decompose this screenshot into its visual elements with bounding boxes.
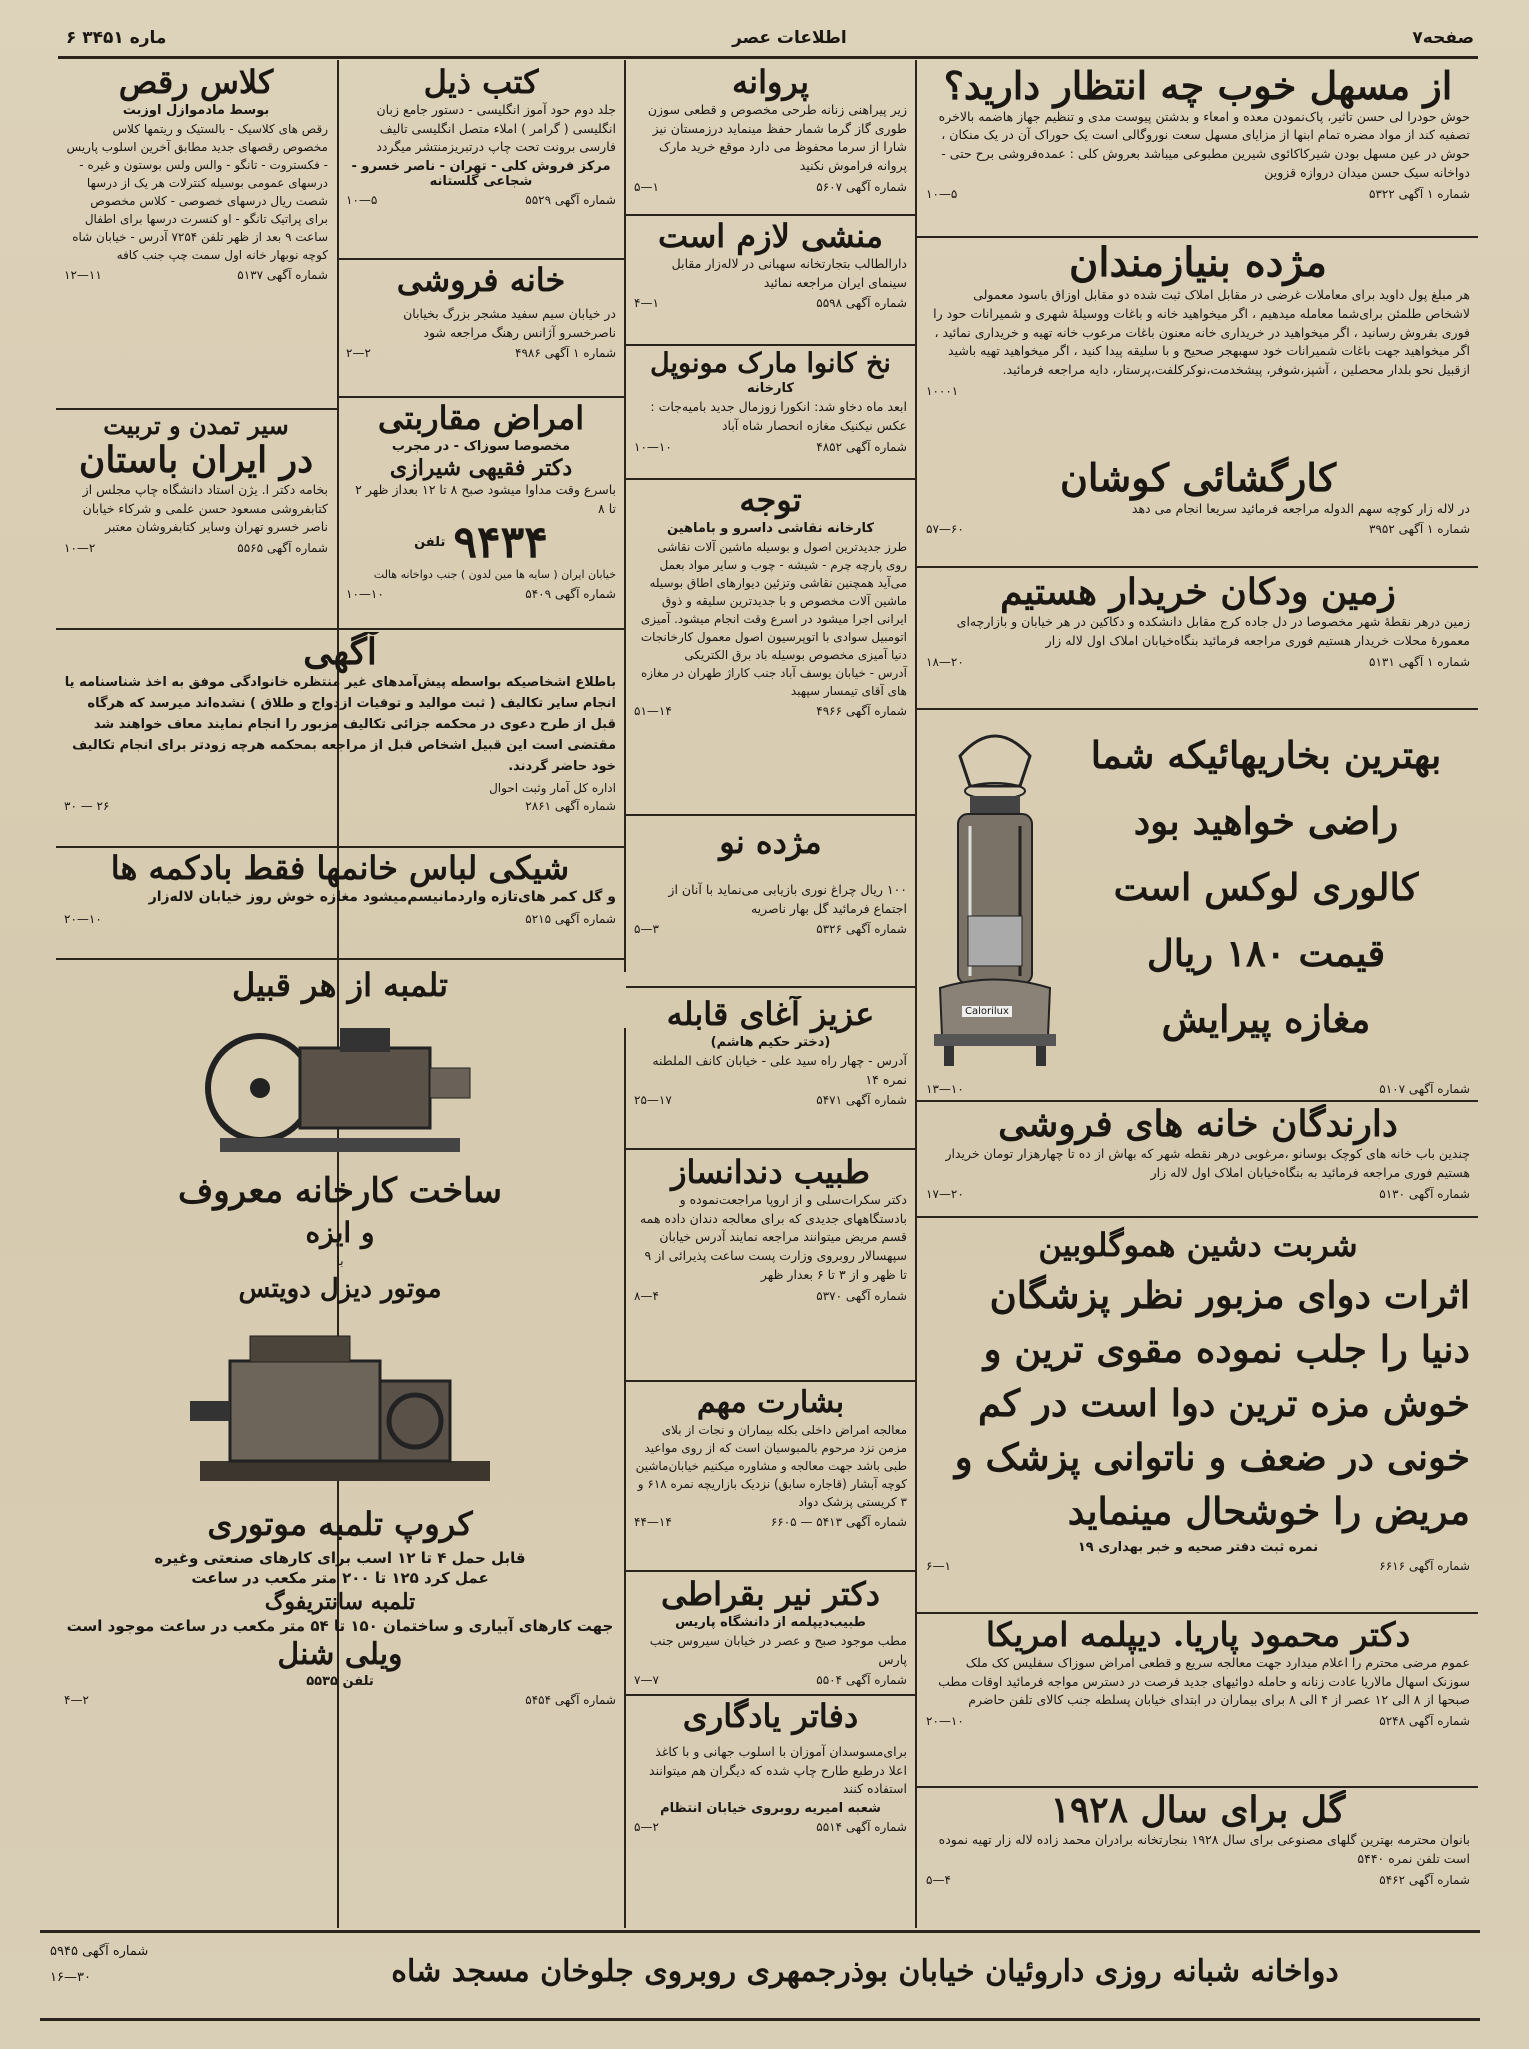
ad-body: رقص های کلاسیک - بالستیک و ریتمها کلاس مخصوص رقصهای جدید مطابق آخرین اسلوب پاریس - فکستروت - تانگو - والس ولس بوستون و غیره - درسهای عمومی بوسیله کنترلات هر یک از درسها شصت ریال درسهای خصوصی - کلاس مخصوص برای پراتیک تانگو - او کنسرت درسها برای اطفال ساعت ۹ بعد از ظهر تلفن ۷۲۵۴ آدرس - خیابان شاه کوچه نوبهار خانه اول سمت چپ جنب کافه (66, 121, 328, 262)
ad-mosahel (920, 64, 1476, 234)
ad-body: آدرس - چهار راه سید علی - خیابان کانف الملطنه نمره ۱۴ (652, 1052, 907, 1087)
ad-line: ساخت کارخانه معروف (178, 1171, 502, 1211)
ad-body: دکتر سکرات‌سلی و از اروپا مراجعت‌نموده و بادستگاههای جدیدی که برای معالجه دندان داده همه قسم مریض میتوانند مراجعه نمایند آدرس خیابان سپهسالار روبروی وزارت پست ساعت پذیرائی از ۹ تا ظهر و از ۳ تا ۶ بعدار ظهر (639, 1191, 907, 1282)
ad-title: نخ کانوا مارک مونوپل (650, 348, 891, 379)
ad-phone: تلفن ۵۵۳۵ (306, 1673, 374, 1689)
ad-title: عزیز آغای قابله (666, 996, 875, 1033)
ad-body: دارالطالب بتجارتخانه سهبانی در لاله‌زار مقابل سینمای ایران مراجعه نمائید (671, 255, 907, 290)
ad-hemoglobin (920, 1222, 1476, 1610)
ad-code: ۱۴—۴۴ (634, 1514, 672, 1529)
ad-line: کالوری لوکس است (1113, 865, 1419, 909)
ad-number: شماره آگهی ۵۴۱۳ — ۶۶۰۵ (770, 1514, 907, 1529)
ad-dandan (628, 1154, 913, 1374)
ad-code: ۲—۲ (346, 346, 371, 361)
ad-title: آگهی (303, 632, 377, 673)
ad-pretitle: سیر تمدن و تربیت (103, 412, 289, 440)
ad-title: پروانه (732, 64, 809, 101)
ad-shiki (58, 850, 622, 954)
ad-body: ۱۰۰ ریال چراغ نوری بازیابی می‌نماید با آنان از اجتماع فرمائید گل بهار ناصریه (668, 881, 907, 916)
ad-kargosha (920, 456, 1476, 556)
ad-number: شماره آگهی ۵۴۶۲ (1379, 1872, 1470, 1887)
ad-line: خونی در ضعف و ناتوانی پزشک و (954, 1435, 1470, 1479)
ad-code: ۵—۱۰ (926, 186, 958, 201)
ad-title: کتب ذیل (423, 64, 539, 101)
ad-body: ابعد ماه دخاو شد: انکورا زوزمال جدید بامیه‌جات : عکس نیکنیک مغازه انحصار شاه آباد (650, 399, 907, 433)
ad-subtitle: (دختر حکیم هاشم) (710, 1034, 831, 1050)
ad-number: شماره آگهی ۵۲۱۵ (525, 911, 616, 926)
ad-line: دنیا را جلب نموده مقوی ترین و (983, 1327, 1470, 1371)
ad-code: ۱—۵ (634, 179, 659, 194)
ad-body: حوش حودرا لی حسن تاثیر، پاک‌نمودن معده و امعاء و بدشتن پیوست مدی و تنظیم جهاز هاضمه بالاخره تصفیه کند از مواد مضره تمام ابنها از مزایای مسهل سعت نوروگالی است یک حوراک آن در یک منکان ، حوش در عین مسهل بودن شیرکاکائوی شیرین مطبوعی میباشد بعروش کلی : عمده‌فروشی برح حتی - دواخانه سیک حسن میدان دروازه قزوین (938, 108, 1470, 180)
ad-title: مژده نو (719, 823, 822, 861)
ad-body: و گل کمر های‌تازه واردمانیسم‌میشود مغازه خوش روز خیابان لاله‌زار (148, 888, 616, 905)
ad-bokhari (920, 714, 1476, 1098)
ad-title: دکتر محمود پاریا. دیپلمه امریکا (985, 1616, 1411, 1654)
ad-agahi (58, 632, 622, 842)
ad-number: شماره آگهی ۵۴۵۴ (525, 1692, 616, 1707)
phone-label: تلفن (414, 535, 446, 551)
ad-line: قابل حمل ۴ تا ۱۲ اسب برای کارهای صنعتی وغیره (154, 1548, 526, 1567)
ad-code: ۲۰—۱۷ (926, 1186, 964, 1201)
ad-code: ۲—۱۰ (64, 541, 96, 556)
ad-body: طرز جدیدترین اصول و بوسیله ماشین آلات نقاشی روی پارچه چرم - شیشه - چوب و سایر مواد بعمل می‌آید همچنین نقاشی وتزئین دیوارهای اطاق بوسیله ماشین آلات مخصوص و با جدیدترین سلیقه و ذوق ایرانی اجرا میشود در اسرع وقت انجام میشود. آمیزی اتومبیل سوادی با اتوپرسیون اصول معمول کارخانجات دنیا آمیزی مخصوص بوسیله باد برق الکتریکی (640, 539, 907, 662)
ad-body: در لاله زار کوچه سهم الدوله مراجعه فرمائید سریعا انجام می دهد (1131, 500, 1470, 516)
ad-dafater (628, 1698, 913, 1926)
ad-subtitle: طبیب‌دیپلمه از دانشگاه پاریس (675, 1614, 866, 1630)
ad-code: ۳—۵ (634, 922, 659, 937)
ad-mojdehno (628, 818, 913, 984)
ad-number: شماره آگهی ۵۱۳۰ (1379, 1186, 1470, 1201)
footer-ad (40, 1936, 1480, 2016)
ad-line: شربت دشین هموگلوبین (1038, 1226, 1358, 1264)
ad-line: موتور دیزل دویتس (238, 1273, 442, 1304)
ad-title: طبیب دندانساز (671, 1154, 870, 1191)
ad-subtitle: مخصوصا سوزاک - در مجرب (391, 438, 571, 454)
ad-code: ۲۶ — ۳۰ (64, 799, 110, 814)
ad-title: منشی لازم است (658, 218, 883, 255)
ad-title: توجه (739, 482, 802, 519)
ad-body: بانوان محترمه بهترین گلهای مصنوعی برای سال ۱۹۲۸ بنجارتخانه برادران محمد زاده لاله زار تهیه نموده است تلفن نمره ۵۴۴۰ (938, 1832, 1470, 1867)
ad-code: ۱—۶ (926, 1559, 951, 1573)
ad-title: امراض مقاربتی (377, 400, 585, 437)
ad-title: تلمبه از هر قبیل (232, 966, 448, 1004)
ad-mojdeh (920, 240, 1476, 454)
ad-line: بهترین بخاریهائیکه شما (1090, 733, 1442, 777)
ad-body: برای‌مسوسدان آموزان با اسلوب جهانی و با کاغذ اعلا درطبع طارح چاپ شده که دیگران هم میتوانند استفاده کنند (649, 1743, 907, 1797)
ad-code: ۱۰—۱۳ (926, 1082, 964, 1096)
heater-illustration (920, 716, 1070, 1088)
ad-body: در خیابان سیم سفید مشجر بزرگ بخیابان ناصرخسرو آژانس رهنگ مراجعه شود (403, 305, 616, 340)
ad-number: شماره آگهی ۵۲۴۸ (1379, 1714, 1470, 1729)
ad-body: باطلاع اشخاصیکه بواسطه پیش‌آمدهای غیر منتظره خانوادگی موفق به اخذ شناسنامه یا انجام سایر تکالیف ( ثبت موالید و توفیات ازدواج و طلاق ) نشده‌اند میرسد که هرگاه قبل از طرح دعوی در محکمه جزائی تکالیف مزبور را انجام نمایند معاف خواهند شد مقتضی است این قبیل اشخاص قبل از مراجعه بمحکمه هرچه زودتر برای انجام تکالیف خود حاضر گردند. (64, 675, 616, 774)
ad-code: ۴—۸ (634, 1288, 659, 1303)
ad-code: ۱۰۰۰۱ (926, 383, 959, 398)
ad-number: شماره آگهی ۵۵۰۴ (816, 1673, 907, 1688)
ad-number: شماره آگهی ۵۵۱۴ (816, 1820, 907, 1835)
ad-code: ۱—۴ (634, 296, 659, 311)
ad-line: راضی خواهید بود (1133, 799, 1399, 843)
ad-line: و ایزه (305, 1216, 375, 1249)
ad-code: ۷—۷ (634, 1673, 659, 1688)
ad-code: ۴—۵ (926, 1872, 951, 1887)
ad-monshi (628, 218, 913, 342)
ad-raqs (58, 64, 334, 404)
ad-line: تلمبه سانتریفوگ (264, 1588, 416, 1615)
ad-subtitle: کارخانه (747, 381, 794, 397)
heater-brand: Calorilux (962, 1006, 1012, 1017)
ad-qabeleh (628, 996, 913, 1146)
ad-code: ۵—۱۰ (346, 193, 378, 208)
ad-pariya (920, 1616, 1476, 1784)
ad-title: دفاتر یادگاری (682, 1698, 859, 1735)
ad-line: جهت کارهای آبیاری و ساختمان ۱۵۰ تا ۵۴ متر مکعب در ساعت موجود است (66, 1616, 614, 1635)
ad-line: اثرات دوای مزبور نظر پزشگان (989, 1273, 1470, 1317)
ad-code: ۱۰—۱۰ (634, 439, 672, 454)
ad-title: در ایران باستان (78, 438, 314, 481)
ad-code: ۱۷—۲۵ (634, 1093, 672, 1108)
ad-line: خوش مزه ترین دوا است در کم (977, 1381, 1470, 1425)
ad-code: ۲—۵ (634, 1820, 659, 1835)
ad-khaneh (340, 262, 622, 394)
ad-monopol (628, 348, 913, 476)
ad-body: جلد دوم حود آموز انگلیسی - دستور جامع زبان انگلیسی ( گرامر ) املاء متصل انگلیسی تالیف فارسی برونت تحت چاپ درتبریزمنتشر میگردد (376, 101, 616, 155)
pump-illustration-1 (190, 1008, 490, 1168)
page-number: صفحه۷ (1412, 28, 1474, 48)
ad-number: شماره آگهی ۵۱۰۷ (1379, 1082, 1470, 1096)
ad-code: ۳۰—۱۶ (50, 1970, 91, 1985)
ad-title: مژده بنیازمندان (1069, 240, 1327, 286)
ad-title: دکتر نیر بقراطی (660, 1576, 881, 1613)
ad-subtitle: بوسط مادموازل اوزبت (122, 102, 270, 118)
ad-title: گل برای سال ۱۹۲۸ (1050, 1790, 1346, 1831)
ad-iranbastan (58, 412, 334, 624)
ad-title: زمین ودکان خریدار هستیم (1000, 572, 1396, 613)
ad-kotob (340, 64, 622, 254)
ad-address: خیابان ایران ( سایه ها مین لدون ) جنب دواخانه هالت (373, 567, 616, 581)
ad-line: با (336, 1253, 344, 1268)
ad-number: شماره آگهی ۵۵۲۹ (525, 193, 616, 208)
ad-tolombeh (58, 962, 622, 1926)
ad-gol (920, 1790, 1476, 1926)
ad-number: شماره ۱ آگهی ۵۳۲۲ (1369, 186, 1470, 201)
ad-code: ۲۰—۱۸ (926, 654, 964, 669)
ad-number: شماره آگهی ۵۵۹۸ (816, 296, 907, 311)
ad-code: ۱۰—۱۰ (346, 587, 384, 602)
ad-besharat (628, 1386, 913, 1576)
ad-body: چندین باب خانه های کوچک بوسانو ،مرغوبی درهر نقطه شهر که بهاش از ده تا چهارهزار تومان خریدار هستیم فوری مراجعه فرمائید به بنگاه‌خیابان املاک اول لاله زار (945, 1146, 1470, 1181)
ad-title: بشارت مهم (696, 1386, 845, 1420)
ad-doctor-name: دکتر فقیهی شیرازی (389, 454, 573, 481)
ad-company: ویلی شنل (277, 1636, 403, 1672)
ad-number: شماره ۱ آگهی ۴۹۸۶ (515, 346, 616, 361)
pump-illustration-2 (160, 1311, 520, 1501)
ad-address: شعبه امیریه روبروی خیابان انتظام (660, 1801, 881, 1817)
ad-code: ۱۱—۱۲ (64, 267, 102, 282)
ad-number: شماره آگهی ۵۱۳۷ (237, 267, 328, 282)
ad-address: آدرس - خیابان یوسف آباد جنب کاراژ طهران در مغازه های آقای تیمسار سپهبد (640, 665, 907, 698)
ad-body: زمین درهر نقطهٔ شهر مخصوصا در دل جاده کرج مقابل دانشکده و دکاکین در هر خیابان و بازارچه‌ای معمورهٔ محلات خریدار هستیم فوری مراجعه فرمائید بنگاه‌خیابان املاک اول لاله زار (956, 614, 1470, 649)
ad-number: شماره آگهی ۵۳۲۶ (816, 922, 907, 937)
ad-title: دارندگان خانه های فروشی (998, 1104, 1398, 1145)
ad-number: شماره آگهی ۴۹۶۶ (816, 703, 907, 718)
ad-signature: اداره کل آمار وثبت احوال (489, 781, 616, 796)
ad-line: عمل کرد ۱۲۵ تا ۲۰۰ متر مکعب در ساعت (191, 1568, 489, 1587)
ad-title: شیکی لباس خانمها فقط بادکمه ها (110, 850, 570, 887)
ad-registration: نمره ثبت دفتر صحیه و خبر بهداری ۱۹ (1077, 1540, 1319, 1555)
ad-parvaneh (628, 64, 913, 212)
footer-title: دواخانه شبانه روزی داروئیان خیابان بوذرجمهری روبروی جلوخان مسجد شاه (391, 1954, 1339, 1989)
ad-number: شماره ۱ آگهی ۵۱۳۱ (1369, 654, 1470, 669)
ad-number: شماره ۱ آگهی ۳۹۵۲ (1369, 522, 1470, 537)
ad-body: عموم مرضی محترم را اعلام میدارد جهت معالجه سریع و قطعی امراض سوزاک سفلیس کک ملک سوزنک اسهال مالاریا عادت زنانه و حامله دوائیهای جدید فرصت در دسترس مواجه فرمائید اوقات مطب صبحها از ۸ الی ۱۲ عصر از ۴ الی ۸ برای بیماران در ابتدای خیابان پسلطه جنب کالای تلفن حاضرم (938, 1654, 1470, 1708)
ad-zamin (920, 572, 1476, 706)
ad-line: قیمت ۱۸۰ ریال (1146, 931, 1386, 975)
ad-number: شماره آگهی ۵۳۷۰ (816, 1288, 907, 1303)
ad-title: خانه فروشی (396, 262, 566, 299)
page-header (60, 28, 1480, 54)
phone-number: ۹۴۳۴ (453, 516, 548, 568)
issue-number: ۶ ماره ۳۴۵۱ (66, 28, 167, 48)
ad-number: شماره آگهی ۵۴۰۹ (525, 587, 616, 602)
ad-number: شماره آگهی ۵۹۴۵ (50, 1944, 149, 1959)
ad-code: ۱۴—۵۱ (634, 703, 672, 718)
ad-body: معالجه امراض داخلی بکله بیماران و نجات از بلای مزمن نزد مرحوم بالمبوسیان است که از روی مواعید طبی باشد جهت معالجه و مشاوره میکنیم خیابان‌ماشین کوچه آبشار (قاجاره سابق) نزدیک بازاریچه نمره ۶۱۸ و ۳ کریستی پزشک دواد (635, 1422, 907, 1509)
ad-line: مغازه پیرایش (1161, 997, 1371, 1041)
ad-subtitle: کارخانه نقاشی داسرو و باماهین (667, 520, 874, 536)
ad-title: کارگشائی کوشان (1059, 456, 1337, 500)
ad-number: شماره آگهی ۵۶۰۷ (816, 179, 907, 194)
ad-body: هر مبلغ پول داوید برای معاملات غرضی در مقابل املاک ثبت شده دو مقابل اوزاق باسود معمولی لاشخاص طلمئن برای‌شما معامله میدهیم ، اگر میخواهید خانه و باغات ووسیلهٔ شهری و شمیرانات حود را فوری بفروش رسانید ، اگر میخواهید در خریداری خانه معنون باغات مرعوب خانه تهیه و خریداری نمائید ، اگر میخواهید جهت باغات شمیرانات خود سهبهجر صحیح و با سلیقه پیدا کنید ، اگر میخواهید تهیه باشید ازقبیل نحو بلدار محصلین ، آشپز،شوفر، پیشخدمت،نوکرکلفت،پرستار، دایه مراجعه فرمائید. (933, 287, 1470, 377)
ad-number: شماره آگهی ۶۶۱۶ (1379, 1559, 1470, 1573)
newspaper-name: اطلاعات عصر (732, 28, 847, 48)
ad-title: کلاس رقص (118, 64, 274, 101)
ad-code: ۱۰—۲۰ (926, 1714, 964, 1729)
ad-subtitle: کروپ تلمبه موتوری (207, 1504, 473, 1543)
ad-darandegan (920, 1104, 1476, 1214)
ad-body: مطب موجود صبح و عصر در خیابان سیروس جنب پارس (649, 1632, 907, 1667)
ad-number: شماره آگهی ۵۵۶۵ (237, 541, 328, 556)
ad-line: مریض را خوشحال مینماید (1067, 1489, 1470, 1533)
ad-code: ۲—۴ (64, 1692, 89, 1707)
ad-body: باسرع وقت مداوا میشود صبح ۸ تا ۱۲ بعداز ظهر ۲ تا ۸ (355, 482, 616, 516)
ad-amraz (340, 400, 622, 626)
ad-code: ۶۰—۵۷ (926, 522, 964, 537)
ad-body: بخامه دکتر ا. یژن استاد دانشگاه چاپ مجلس از کتابفروشی مسعود حسن علمی و شرکاء خیابان ناصر خسرو تهران وسایر کتابفروشان معتبر (82, 481, 328, 535)
ad-tavajoh (628, 482, 913, 812)
ad-title: از مسهل خوب چه انتظار دارید؟ (943, 64, 1453, 108)
ad-number: شماره آگهی ۵۴۷۱ (816, 1093, 907, 1108)
ad-body: زیر پیراهنی زنانه طرحی مخصوص و قطعی سوزن طوری گاز گرما شمار حفظ مینماید درزمستان نیز شارا از سرما محفوظ می دارد موقع خرید مارک پروانه فراموش نکنید (647, 101, 907, 174)
ad-number: شماره آگهی ۴۸۵۲ (816, 439, 907, 454)
ad-nayyer (628, 1576, 913, 1692)
ad-number: شماره آگهی ۲۸۶۱ (525, 799, 616, 814)
ad-code: ۱۰—۲۰ (64, 911, 102, 926)
ad-store: مرکز فروش کلی - تهران - ناصر خسرو - شجاعی گلستانه (351, 159, 611, 190)
